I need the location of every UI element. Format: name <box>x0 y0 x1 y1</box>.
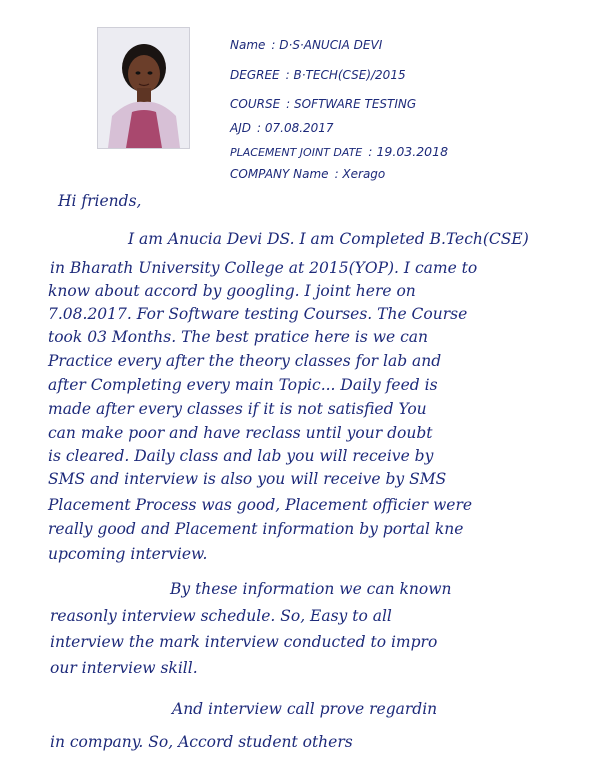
letter-line: Placement Process was good, Placement officier were <box>48 496 473 514</box>
student-photo-image <box>98 28 189 148</box>
letter-line: made after every classes if it is not satisfied You <box>48 400 427 418</box>
field-name <box>230 38 382 52</box>
field-course-value: : SOFTWARE TESTING <box>286 97 417 111</box>
field-name-label: Name <box>230 38 266 52</box>
letter-line: in Bharath University College at 2015(YOP). I came to <box>50 259 478 277</box>
letter-line: Hi friends, <box>58 192 142 210</box>
letter-line: By these information we can known <box>170 580 452 598</box>
student-photo <box>97 27 190 149</box>
letter-line: in company. So, Accord student others <box>50 733 353 751</box>
letter-line: interview the mark interview conducted to impro <box>50 633 438 651</box>
letter-line: after Completing every main Topic... Daily feed is <box>48 376 438 394</box>
field-degree <box>230 68 406 82</box>
field-company <box>230 167 385 181</box>
letter-line: know about accord by googling. I joint here on <box>48 282 416 300</box>
letter-line: I am Anucia Devi DS. I am Completed B.Tech(CSE) <box>128 230 529 248</box>
letter-line: can make poor and have reclass until your doubt <box>48 424 433 442</box>
letter-line: 7.08.2017. For Software testing Courses. The Course <box>48 305 468 323</box>
letter-line: And interview call prove regardin <box>172 700 438 718</box>
field-degree-label: DEGREE <box>230 68 280 82</box>
field-company-label: COMPANY Name <box>230 167 329 181</box>
field-degree-value: : B·TECH(CSE)/2015 <box>285 68 406 82</box>
letter-line: really good and Placement information by portal kne <box>48 520 464 538</box>
field-company-value: : Xerago <box>334 167 386 181</box>
field-placement-joint-date-label: PLACEMENT JOINT DATE <box>230 146 363 159</box>
letter-line: reasonly interview schedule. So, Easy to all <box>50 607 392 625</box>
letter-line: is cleared. Daily class and lab you will receive by <box>48 447 434 465</box>
letter-line: took 03 Months. The best pratice here is we can <box>48 328 429 346</box>
field-course-label: COURSE <box>230 97 281 111</box>
field-ajd-label: AJD <box>230 121 251 135</box>
field-placement-joint-date <box>230 144 448 159</box>
field-placement-joint-date-value: : 19.03.2018 <box>368 144 449 159</box>
letter-line: our interview skill. <box>50 659 198 677</box>
field-ajd-value: : 07.08.2017 <box>257 121 334 135</box>
field-course <box>230 97 416 111</box>
letter-line: SMS and interview is also you will receive by SMS <box>48 470 447 488</box>
field-ajd <box>230 121 334 135</box>
letter-line: upcoming interview. <box>48 545 208 563</box>
letter-line: Practice every after the theory classes for lab and <box>48 352 442 370</box>
field-name-value: : D·S·ANUCIA DEVI <box>271 38 383 52</box>
